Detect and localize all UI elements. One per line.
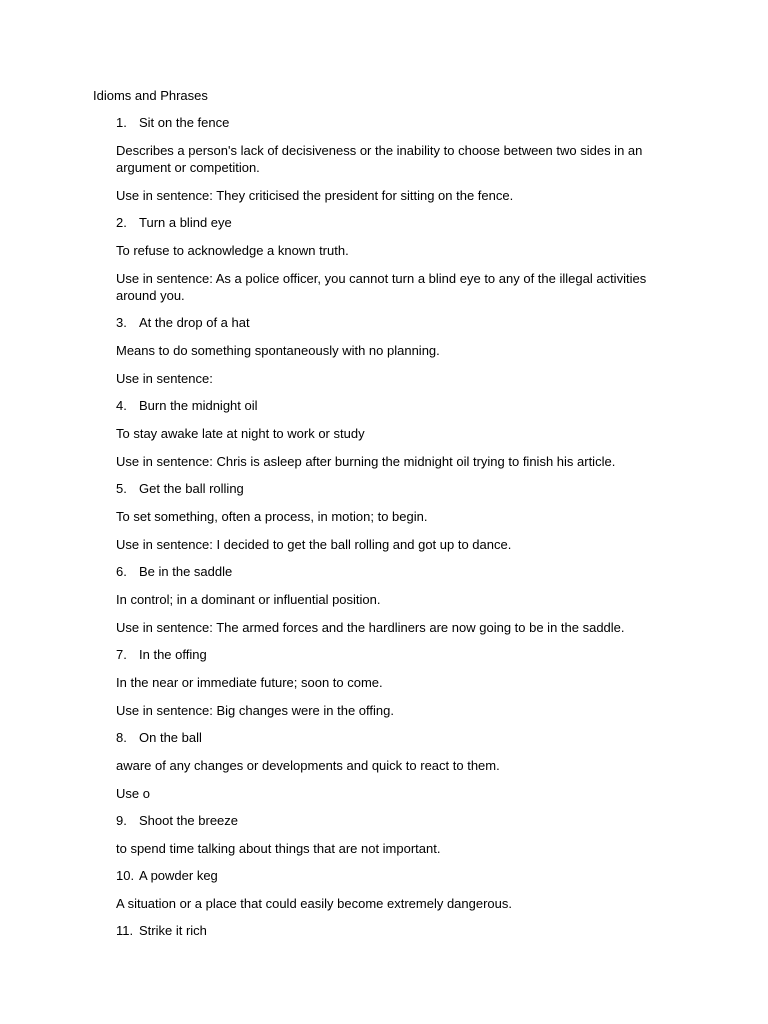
idiom-number: 10.: [116, 868, 135, 883]
document-title: Idioms and Phrases: [93, 88, 208, 103]
idiom-heading: [116, 868, 676, 884]
idiom-heading: [116, 315, 676, 331]
idiom-usage: Use o: [116, 786, 150, 801]
idiom-text: On the ball: [139, 730, 202, 745]
idiom-number: 5.: [116, 481, 127, 496]
idiom-number: 9.: [116, 813, 127, 828]
idiom-text: Strike it rich: [139, 923, 207, 938]
idiom-number: 4.: [116, 398, 127, 413]
idiom-usage: Use in sentence:: [116, 371, 213, 386]
idiom-number: 3.: [116, 315, 127, 330]
idiom-meaning: To stay awake late at night to work or study: [116, 426, 365, 441]
idiom-text: Sit on the fence: [139, 115, 230, 130]
idiom-usage: Use in sentence: Chris is asleep after burning the midnight oil trying to finish his article.: [116, 454, 616, 469]
idiom-meaning: In the near or immediate future; soon to come.: [116, 675, 383, 690]
idiom-text: In the offing: [139, 647, 207, 662]
idiom-text: At the drop of a hat: [139, 315, 250, 330]
idiom-heading: [116, 564, 676, 580]
idiom-number: 8.: [116, 730, 127, 745]
idiom-heading: [116, 730, 676, 746]
idiom-heading: [116, 481, 676, 497]
idiom-text: Be in the saddle: [139, 564, 233, 579]
idiom-usage: Use in sentence: I decided to get the ball rolling and got up to dance.: [116, 537, 512, 552]
idiom-list: [116, 115, 676, 950]
idiom-heading: [116, 923, 676, 939]
idiom-usage: Use in sentence: They criticised the president for sitting on the fence.: [116, 188, 514, 203]
idiom-number: 7.: [116, 647, 127, 662]
idiom-meaning: To refuse to acknowledge a known truth.: [116, 243, 349, 258]
idiom-heading: [116, 115, 676, 131]
idiom-number: 2.: [116, 215, 127, 230]
idiom-meaning: To set something, often a process, in motion; to begin.: [116, 509, 428, 524]
idiom-text: Burn the midnight oil: [139, 398, 258, 413]
idiom-meaning: In control; in a dominant or influential position.: [116, 592, 381, 607]
idiom-meaning: to spend time talking about things that are not important.: [116, 841, 441, 856]
idiom-meaning: Describes a person's lack of decisiveness or the inability to choose between two sides in an argument or competition.: [116, 143, 643, 175]
idiom-text: A powder keg: [139, 868, 218, 883]
idiom-heading: [116, 398, 676, 414]
idiom-text: Shoot the breeze: [139, 813, 239, 828]
idiom-usage: Use in sentence: The armed forces and the hardliners are now going to be in the saddle.: [116, 620, 625, 635]
idiom-meaning: aware of any changes or developments and quick to react to them.: [116, 758, 500, 773]
idiom-usage: Use in sentence: As a police officer, you cannot turn a blind eye to any of the illegal activities around you.: [116, 271, 647, 303]
idiom-heading: [116, 215, 676, 231]
idiom-number: 11.: [116, 923, 134, 938]
idiom-number: 6.: [116, 564, 127, 579]
idiom-text: Turn a blind eye: [139, 215, 232, 230]
idiom-meaning: A situation or a place that could easily become extremely dangerous.: [116, 896, 513, 911]
idiom-heading: [116, 647, 676, 663]
idiom-number: 1.: [116, 115, 127, 130]
idiom-text: Get the ball rolling: [139, 481, 244, 496]
idiom-usage: Use in sentence: Big changes were in the offing.: [116, 703, 394, 718]
idiom-heading: [116, 813, 676, 829]
idiom-meaning: Means to do something spontaneously with no planning.: [116, 343, 440, 358]
